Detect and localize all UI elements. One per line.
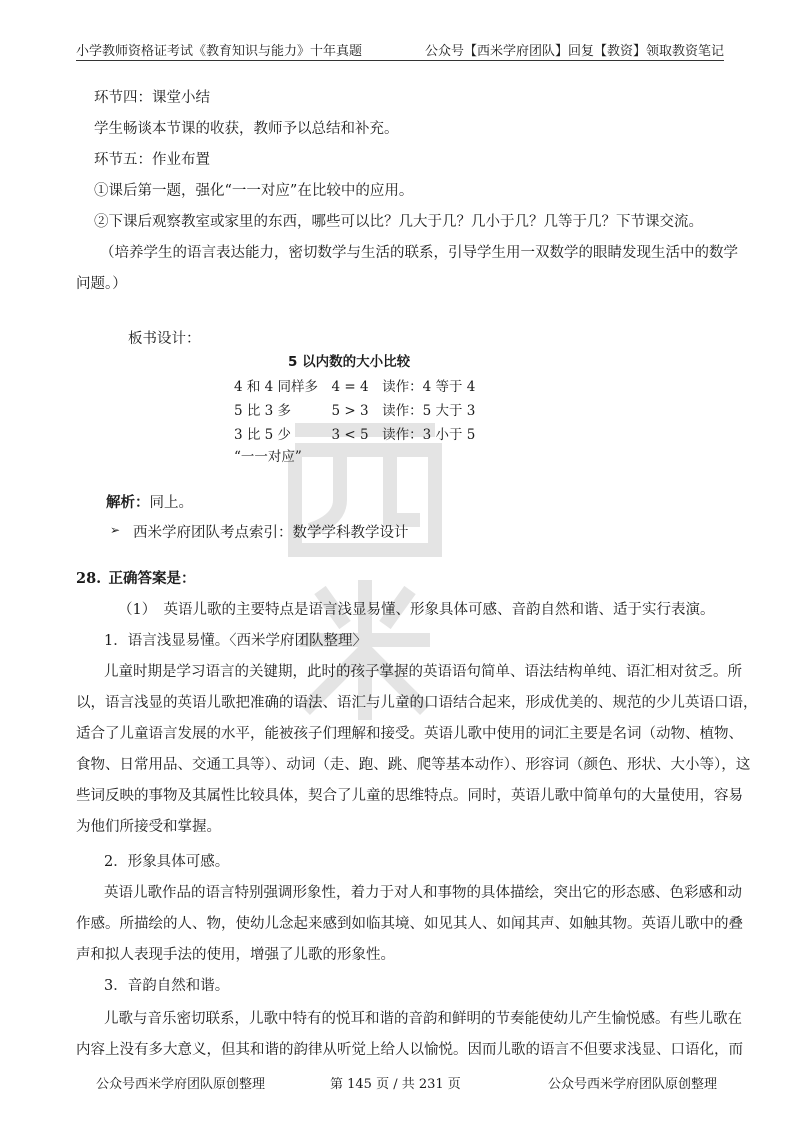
board-row-2: 5 比 3 多 5 > 3 读作：5 大于 3 [234,403,476,419]
paragraph-3-line2: 内容上没有多大意义，但其和谐的韵律从听觉上给人以愉悦。因而儿歌的语言不但要求浅显、口语化，而 [76,1042,743,1058]
page-number: 第 145 页 / 共 231 页 [330,1077,461,1092]
paragraph-1-line5: 些词反映的事物及其属性比较具体，契合了儿童的思维特点。同时，英语儿歌中简单句的大量使用，容易 [76,788,743,804]
paragraph-1-line4: 食物、日常用品、交通工具等）、动词（走、跑、跳、爬等基本动作）、形容词（颜色、形状、大小等），这 [76,757,751,773]
subheading-3: 3．音韵自然和谐。 [104,978,230,994]
question-title: 正确答案是： [108,570,196,587]
question-heading [76,567,195,588]
bullet-arrow-icon: ➢ [110,523,121,537]
board-row-4: “一一对应” [234,449,302,465]
purpose-note-line1: （培养学生的语言表达能力，密切数学与生活的联系，引导学生用一双数学的眼睛发现生活中的数学 [100,245,738,261]
paragraph-2-line1: 英语儿歌作品的语言特别强调形象性，着力于对人和事物的具体描绘，突出它的形态感、色彩感和动 [104,885,742,901]
homework-item-2: ②下课后观察教室或家里的东西，哪些可以比？几大于几？几小于几？几等于几？下节课交流。 [94,214,703,230]
section-four-text: 学生畅谈本节课的收获，教师予以总结和补充。 [94,121,399,137]
header-right-text: 公众号【西米学府团队】回复【教资】领取教资笔记 [424,44,724,59]
question-number: 28. [76,570,102,587]
board-title: 5 以内数的大小比较 [288,354,411,370]
paragraph-3-line1: 儿歌与音乐密切联系，儿歌中特有的悦耳和谐的音韵和鲜明的节奏能使幼儿产生愉悦感。有些儿歌在 [104,1011,742,1027]
page-header [76,38,724,61]
section-four-heading: 环节四：课堂小结 [94,90,210,106]
footer-right-text: 公众号西米学府团队原创整理 [548,1077,718,1092]
homework-item-1: ①课后第一题，强化“一一对应”在比较中的应用。 [94,183,414,199]
subheading-1: 1．语言浅显易懂。〈西米学府团队整理〉 [104,633,367,649]
header-left-text: 小学教师资格证考试《教育知识与能力》十年真题 [76,44,363,59]
paragraph-1-line2: 以，语言浅显的英语儿歌把准确的语法、语汇与儿童的口语结合起来，形成优美的、规范的少儿英语口语， [76,695,758,711]
board-design-label: 板书设计： [128,331,201,347]
index-text: 西米学府团队考点索引：数学学科教学设计 [133,525,409,541]
analysis-text: 同上。 [149,495,193,511]
answer-point-1: （1） 英语儿歌的主要特点是语言浅显易懂、形象具体可感、音韵自然和谐、适于实行表演。 [118,602,715,618]
purpose-note-line2: 问题。） [76,276,127,292]
paragraph-2-line2: 作感。所描绘的人、物，使幼儿念起来感到如临其境、如见其人、如闻其声、如触其物。英语儿歌中的叠 [76,916,743,932]
watermark-logo [280,410,450,730]
board-row-3: 3 比 5 少 3 < 5 读作：3 小于 5 [234,427,476,443]
paragraph-2-line3: 声和拟人表现手法的使用，增强了儿歌的形象性。 [76,947,395,963]
analysis-label: 解析： [106,494,150,511]
subheading-2: 2．形象具体可感。 [104,854,230,870]
paragraph-1-line6: 为他们所接受和掌握。 [76,819,221,835]
paragraph-1-line1: 儿童时期是学习语言的关键期，此时的孩子掌握的英语语句简单、语法结构单纯、语汇相对贫乏。所 [104,664,742,680]
section-five-heading: 环节五：作业布置 [94,152,210,168]
board-row-1: 4 和 4 同样多 4 = 4 读作：4 等于 4 [234,379,476,395]
footer-left-text: 公众号西米学府团队原创整理 [96,1077,266,1092]
paragraph-1-line3: 适合了儿童语言发展的水平，能被孩子们理解和接受。英语儿歌中使用的词汇主要是名词（动物、植物、 [76,726,743,742]
analysis-line [106,491,193,512]
